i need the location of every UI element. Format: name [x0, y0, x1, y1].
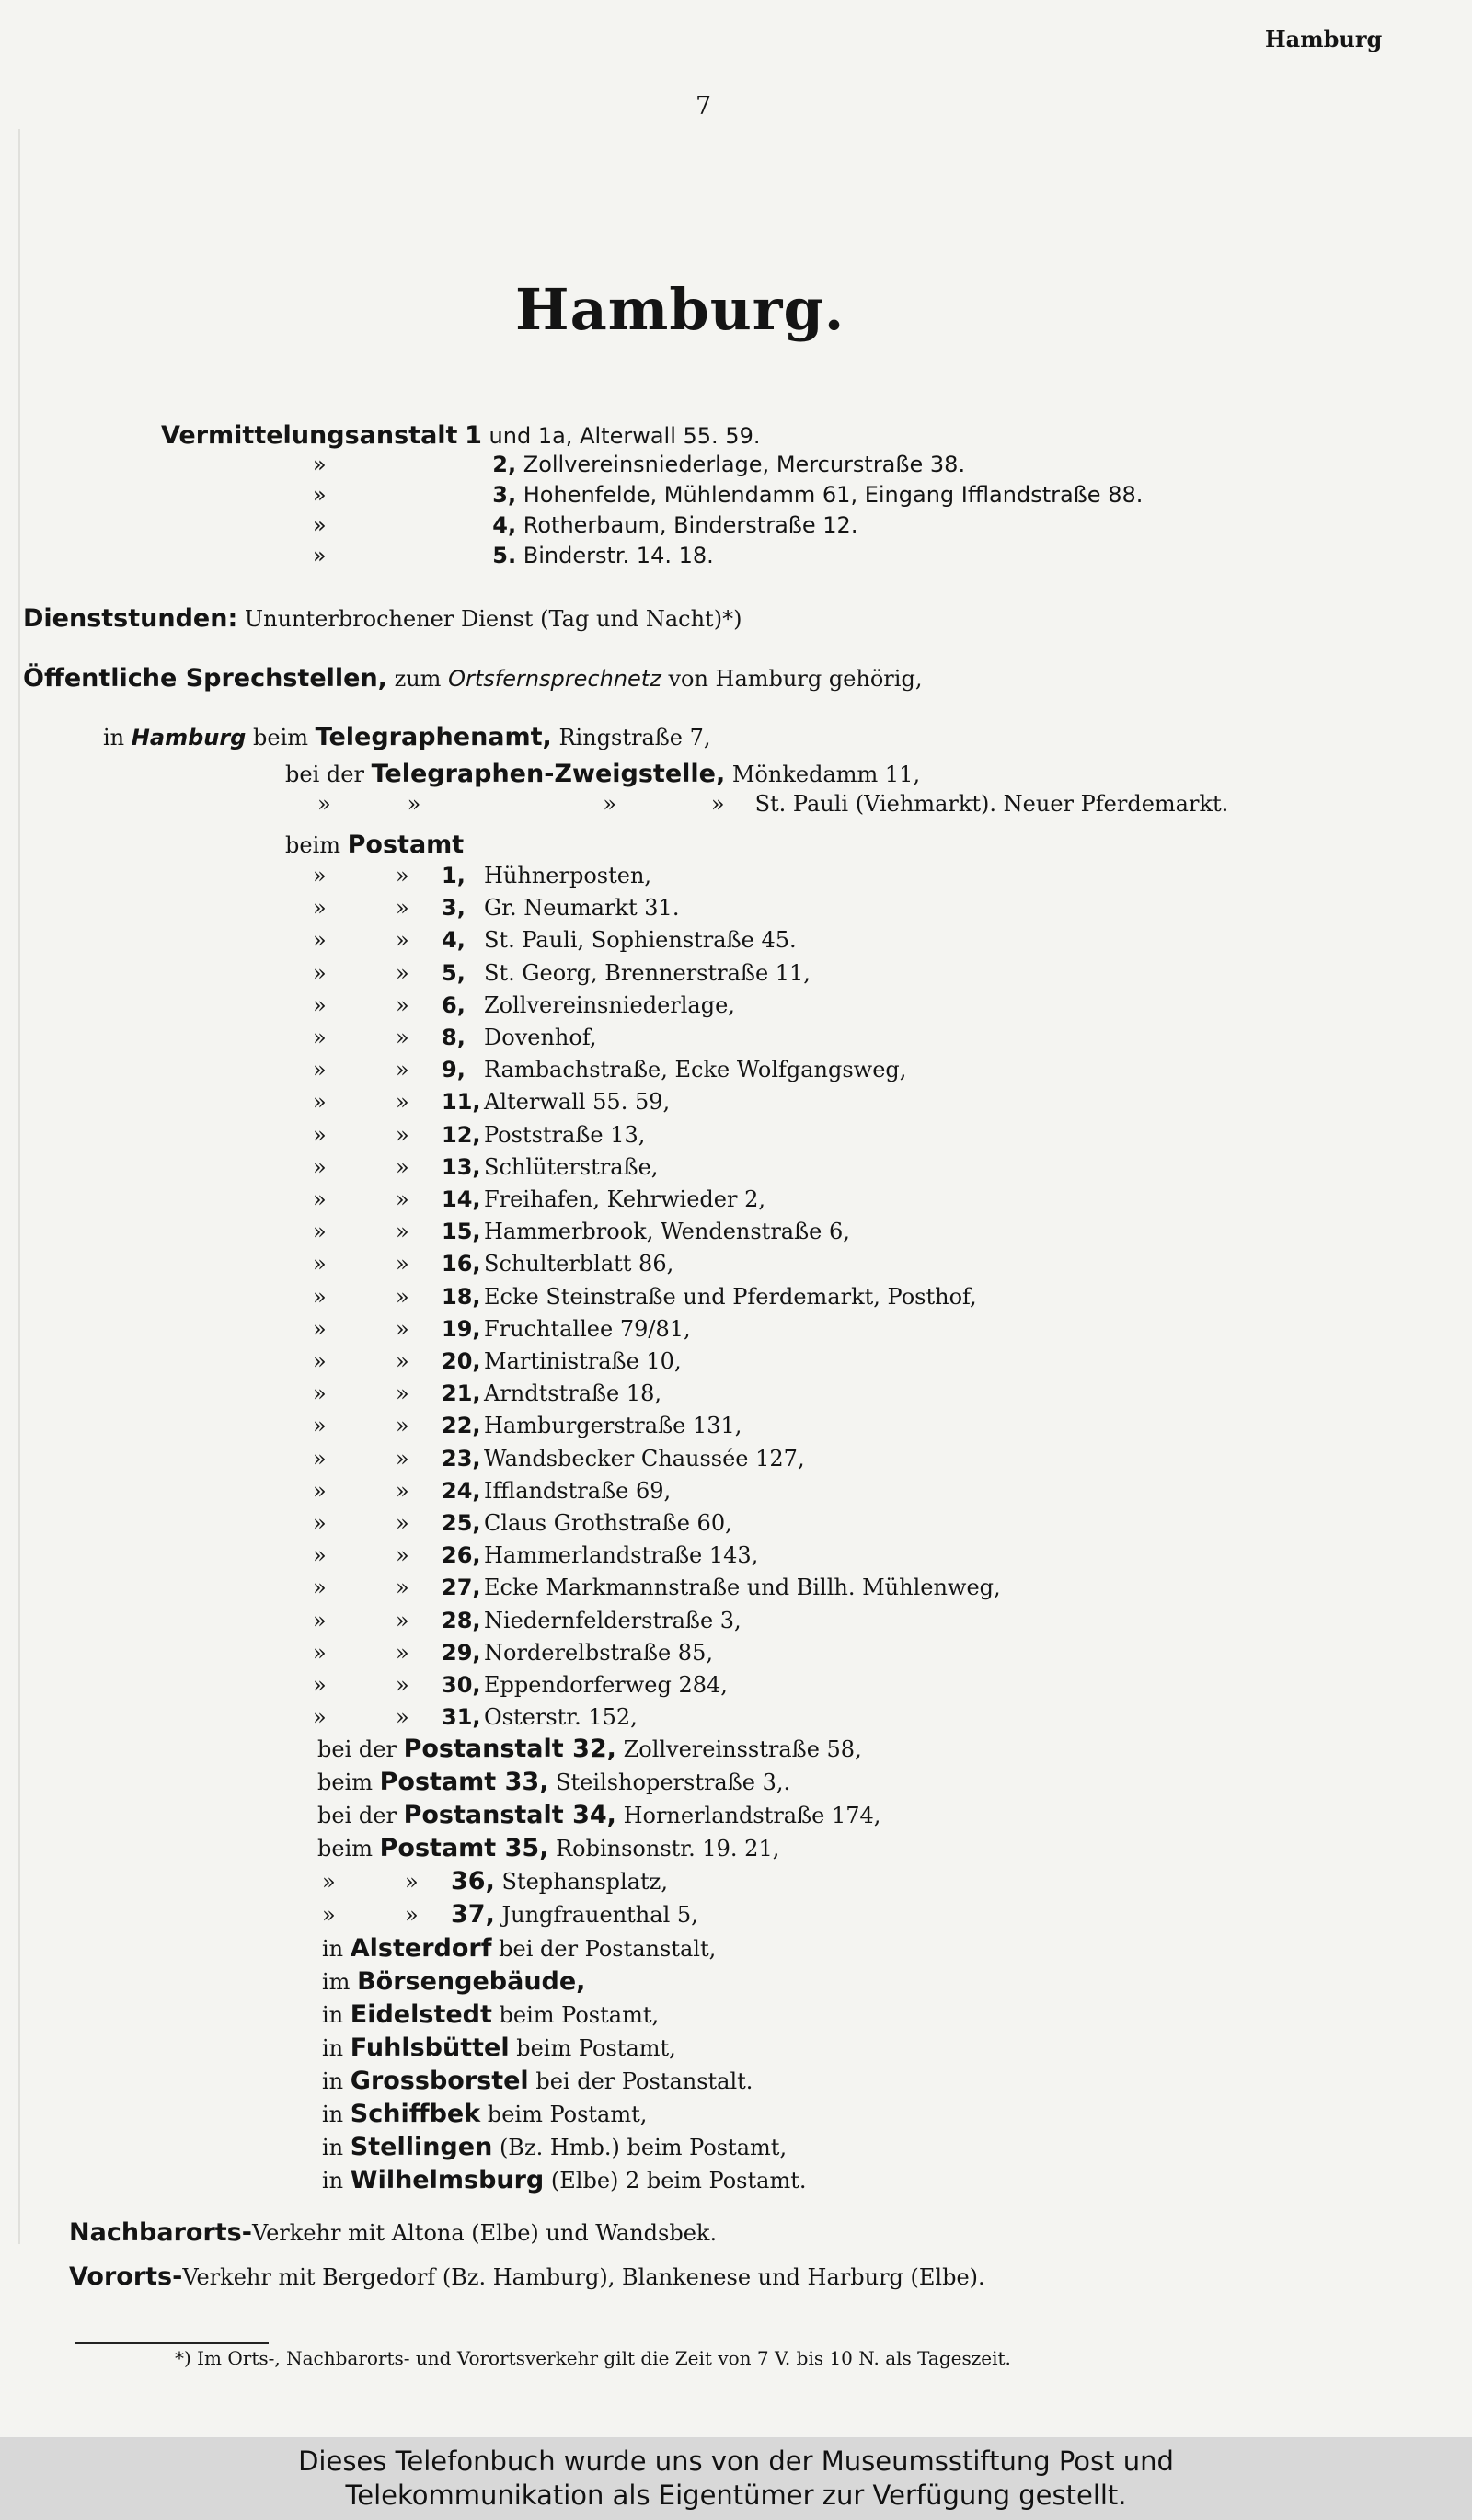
- dienststunden-line: [23, 604, 742, 633]
- postamt-address: Fruchtallee 79/81,: [484, 1315, 691, 1342]
- page-title: Hamburg.: [515, 276, 845, 343]
- postanstalt-row: [317, 1834, 779, 1862]
- sprechstellen-label: Öffentliche Sprechstellen,: [23, 664, 387, 693]
- ditto-mark: »: [313, 1121, 327, 1148]
- postamt-row: [313, 1186, 765, 1212]
- postamt-number: 23,: [442, 1445, 481, 1472]
- ditto-mark: »: [396, 1542, 409, 1569]
- ort-name: Stellingen: [350, 2133, 493, 2161]
- postanstalt-row: [322, 1867, 668, 1896]
- postamt-number: 29,: [442, 1639, 481, 1666]
- ditto-mark: »: [317, 791, 331, 817]
- ditto-mark: »: [396, 1251, 409, 1277]
- page-number: 7: [696, 92, 712, 120]
- prefix: in: [322, 2002, 344, 2028]
- postamt-number: 9,: [442, 1057, 466, 1083]
- ort-name: Schiffbek: [350, 2100, 481, 2128]
- ditto-mark: »: [313, 1445, 327, 1472]
- ditto-mark: »: [396, 1510, 409, 1536]
- postamt-address: Martinistraße 10,: [484, 1348, 682, 1374]
- ort-row: [322, 2033, 676, 2062]
- ditto-mark: »: [313, 1380, 327, 1407]
- postamt-address: Freihafen, Kehrwieder 2,: [484, 1186, 765, 1212]
- postamt-address: Ecke Steinstraße und Pferdemarkt, Posthof,: [484, 1283, 977, 1310]
- ort-name: Grossborstel: [350, 2067, 529, 2095]
- postamt-number: 21,: [442, 1380, 481, 1407]
- prefix: bei der: [317, 1736, 397, 1762]
- city: Hamburg: [131, 725, 247, 750]
- footnote-rule: [75, 2342, 269, 2344]
- ditto-mark: »: [313, 1153, 327, 1180]
- postamt-row: [313, 1089, 670, 1115]
- ort-text: (Bz. Hmb.) beim Postamt,: [499, 2135, 788, 2160]
- prefix: in: [322, 2135, 344, 2160]
- postamt-address: Claus Grothstraße 60,: [484, 1510, 732, 1536]
- ditto-mark: »: [396, 1186, 409, 1212]
- ditto-mark: »: [396, 1089, 409, 1116]
- postamt-address: Rambachstraße, Ecke Wolfgangsweg,: [484, 1057, 907, 1083]
- dienststunden-label: Dienststunden:: [23, 604, 238, 633]
- postanstalt-address: Zollvereinsstraße 58,: [623, 1736, 862, 1762]
- ditto-mark: »: [313, 863, 327, 888]
- postamt-number: 24,: [442, 1477, 481, 1504]
- ditto-mark: »: [313, 959, 327, 986]
- ditto-mark: »: [313, 1639, 327, 1666]
- ort-row: [322, 1967, 585, 1996]
- prefix: in: [322, 1936, 344, 1962]
- ditto-mark: »: [313, 1283, 327, 1310]
- postanstalt-address: Robinsonstr. 19. 21,: [556, 1836, 780, 1861]
- ditto-mark: »: [396, 1413, 409, 1439]
- postamt-row: [313, 1672, 728, 1698]
- postamt-row: [313, 1316, 691, 1342]
- ditto-mark: »: [313, 1089, 327, 1116]
- vermittelung-num: 1: [465, 421, 482, 450]
- postamt-number: 27,: [442, 1575, 481, 1601]
- postamt-row: [313, 1154, 658, 1180]
- postamt-number: 11,: [442, 1089, 481, 1116]
- ditto-mark: »: [313, 1575, 327, 1601]
- ditto-mark: »: [313, 991, 327, 1018]
- vermittelung-row: [313, 543, 714, 568]
- ditto-mark: »: [313, 1315, 327, 1342]
- ort-row: [322, 1934, 716, 1963]
- postanstalt-address: Hornerlandstraße 174,: [623, 1803, 881, 1828]
- postamt-row: [313, 1025, 596, 1050]
- banner-line-2: Telekommunikation als Eigentümer zur Verfügung gestellt.: [345, 2480, 1127, 2511]
- ort-text: bei der Postanstalt.: [535, 2068, 753, 2094]
- postamt-number: 12,: [442, 1121, 481, 1148]
- address: St. Pauli (Viehmarkt). Neuer Pferdemarkt.: [754, 791, 1229, 817]
- ort-text: bei der Postanstalt,: [499, 1936, 717, 1962]
- ditto-mark: »: [396, 1445, 409, 1472]
- postamt-number: 4,: [442, 927, 466, 954]
- telegraphenamt-label: Telegraphenamt,: [315, 723, 552, 751]
- ditto-mark: »: [313, 1025, 327, 1050]
- postanstalt-row: [322, 1900, 698, 1929]
- vermittelung-text: und 1a, Alterwall 55. 59.: [489, 423, 761, 449]
- postamt-row: [313, 1640, 713, 1666]
- prefix: in: [322, 2102, 344, 2127]
- ditto-mark: »: [396, 1477, 409, 1504]
- ort-name: Börsengebäude,: [357, 1967, 586, 1996]
- postamt-row: [313, 1575, 1001, 1600]
- prefix: bei der: [285, 762, 364, 787]
- postamt-address: Alterwall 55. 59,: [484, 1089, 671, 1116]
- prefix: beim: [285, 832, 340, 858]
- postamt-number: 1,: [442, 863, 466, 888]
- ditto-mark: »: [396, 991, 409, 1018]
- vororts-label: Vororts-: [69, 2262, 183, 2291]
- banner-line-1: Dieses Telefonbuch wurde uns von der Museumsstiftung Post und: [298, 2446, 1174, 2477]
- vermittelung-row: [313, 452, 965, 477]
- ditto-mark: »: [710, 791, 725, 817]
- dienststunden-text: Ununterbrochener Dienst (Tag und Nacht)*): [244, 606, 742, 632]
- ort-text: beim Postamt,: [487, 2102, 648, 2127]
- vermittelung-num: 5.: [492, 543, 517, 568]
- postamt-address: Niedernfelderstraße 3,: [484, 1607, 742, 1633]
- postamt-number: 3,: [442, 895, 466, 922]
- ditto-mark: »: [313, 1510, 327, 1536]
- ditto-mark: »: [396, 1704, 409, 1731]
- postamt-number: 8,: [442, 1025, 466, 1050]
- zweigstelle-line: [285, 760, 920, 788]
- nachbarorts-label: Nachbarorts-: [69, 2218, 252, 2247]
- postamt-row: [313, 1446, 805, 1472]
- postamt-row: [313, 1380, 661, 1406]
- ditto-mark: »: [313, 895, 327, 922]
- ditto-mark: »: [396, 1639, 409, 1666]
- postamt-address: Hamburgerstraße 131,: [484, 1413, 742, 1439]
- prefix: beim: [317, 1770, 373, 1795]
- ditto-mark: »: [313, 543, 327, 568]
- ditto-mark: »: [603, 791, 616, 817]
- postanstalt-row: [317, 1801, 880, 1829]
- postamt-address: Hammerlandstraße 143,: [484, 1542, 759, 1569]
- ditto-mark: »: [313, 1542, 327, 1569]
- ditto-mark: »: [396, 927, 409, 954]
- ort-text: beim Postamt,: [499, 2002, 660, 2028]
- ditto-mark: »: [313, 1251, 327, 1277]
- postamt-number: 18,: [442, 1283, 481, 1310]
- postanstalt-label: Postamt 33,: [379, 1768, 549, 1796]
- ditto-mark: »: [322, 1902, 336, 1928]
- postamt-address: Norderelbstraße 85,: [484, 1639, 713, 1666]
- postanstalt-row: [317, 1768, 790, 1796]
- ditto-mark: »: [313, 1704, 327, 1731]
- postamt-address: Wandsbecker Chaussée 127,: [484, 1445, 805, 1472]
- postamt-number: 19,: [442, 1315, 481, 1342]
- ditto-mark: »: [313, 1477, 327, 1504]
- postamt-address: St. Pauli, Sophienstraße 45.: [484, 927, 797, 954]
- prefix: beim: [317, 1836, 373, 1861]
- postamt-row: [313, 1284, 977, 1310]
- telegraphenamt-line: [103, 723, 711, 751]
- postamt-row: [313, 1057, 906, 1082]
- vororts-line: [69, 2262, 985, 2291]
- postamt-number: 30,: [442, 1672, 481, 1698]
- prefix: im: [322, 1969, 351, 1995]
- ort-row: [322, 2166, 806, 2194]
- prefix: in: [322, 2168, 344, 2194]
- ditto-mark: »: [407, 791, 421, 817]
- ditto-mark: »: [405, 1902, 419, 1928]
- postamt-row: [313, 1251, 673, 1277]
- ort-name: Alsterdorf: [350, 1934, 492, 1963]
- postamt-row: [313, 1704, 638, 1730]
- address: Mönkedamm 11,: [731, 762, 921, 787]
- ditto-mark: »: [396, 1380, 409, 1407]
- ditto-mark: »: [405, 1869, 419, 1895]
- postamt-row: [285, 830, 464, 859]
- prefix: in: [103, 725, 125, 750]
- vermittelung-text: Binderstr. 14. 18.: [523, 543, 714, 568]
- ditto-mark: »: [313, 1057, 327, 1083]
- ort-row: [322, 2067, 753, 2095]
- ditto-mark: »: [313, 512, 327, 538]
- ort-text: beim Postamt,: [516, 2035, 676, 2061]
- nachbarorts-text: Verkehr mit Altona (Elbe) und Wandsbek.: [251, 2220, 718, 2246]
- ditto-mark: »: [396, 1153, 409, 1180]
- running-head-city: Hamburg: [1265, 26, 1383, 52]
- postamt-row: [313, 1219, 850, 1244]
- postamt-row: [313, 863, 651, 888]
- postamt-number: 28,: [442, 1607, 481, 1633]
- postanstalt-address: Stephansplatz,: [501, 1869, 668, 1895]
- vermittelung-text: Rotherbaum, Binderstraße 12.: [523, 512, 858, 538]
- postamt-address: Schlüterstraße,: [484, 1153, 659, 1180]
- postamt-address: Hühnerposten,: [484, 863, 652, 888]
- postamt-number: 6,: [442, 991, 466, 1018]
- ditto-mark: »: [396, 1121, 409, 1148]
- sprechstellen-netz: Ortsfernsprechnetz: [448, 666, 661, 692]
- ditto-mark: »: [313, 1186, 327, 1212]
- postamt-row: [313, 992, 735, 1018]
- prefix: beim: [253, 725, 308, 750]
- ditto-mark: »: [396, 1057, 409, 1083]
- sprechstellen-line: [23, 664, 922, 693]
- ditto-mark: »: [313, 1413, 327, 1439]
- postamt-number: 5,: [442, 959, 466, 986]
- vermittelung-num: 2,: [492, 452, 517, 477]
- ort-row: [322, 2133, 787, 2161]
- ditto-mark: »: [313, 452, 327, 477]
- postamt-address: Zollvereinsniederlage,: [484, 991, 735, 1018]
- postamt-row: [313, 1122, 645, 1148]
- postanstalt-row: [317, 1735, 862, 1763]
- vermittelung-num: 4,: [492, 512, 517, 538]
- ort-name: Wilhelmsburg: [350, 2166, 545, 2194]
- postamt-address: Schulterblatt 86,: [484, 1251, 674, 1277]
- address: Ringstraße 7,: [558, 725, 711, 750]
- sprechstellen-text: zum: [394, 666, 442, 692]
- postamt-row: [313, 1510, 732, 1536]
- vermittelung-row: [313, 512, 857, 538]
- ort-name: Eidelstedt: [350, 2000, 492, 2029]
- ditto-mark: »: [313, 482, 327, 508]
- vermittelung-label: Vermittelungsanstalt: [161, 421, 458, 450]
- postamt-number: 22,: [442, 1413, 481, 1439]
- postamt-number: 16,: [442, 1251, 481, 1277]
- postamt-address: Ifflandstraße 69,: [484, 1477, 672, 1504]
- ditto-mark: »: [396, 895, 409, 922]
- ditto-mark: »: [313, 1672, 327, 1698]
- ort-row: [322, 2100, 647, 2128]
- postanstalt-label: 37,: [451, 1900, 495, 1929]
- ditto-mark: »: [396, 959, 409, 986]
- ditto-mark: »: [396, 863, 409, 888]
- ditto-mark: »: [313, 1348, 327, 1374]
- ditto-mark: »: [396, 1025, 409, 1050]
- postamt-row: [313, 1413, 742, 1438]
- ditto-mark: »: [396, 1283, 409, 1310]
- postamt-address: Osterstr. 152,: [484, 1704, 638, 1731]
- vermittelung-row: [161, 421, 760, 450]
- ditto-mark: »: [396, 1219, 409, 1245]
- ditto-mark: »: [396, 1607, 409, 1633]
- postamt-row: [313, 960, 811, 986]
- postamt-number: 31,: [442, 1704, 481, 1731]
- vermittelung-text: Hohenfelde, Mühlendamm 61, Eingang Ifflandstraße 88.: [523, 482, 1144, 508]
- postanstalt-address: Jungfrauenthal 5,: [501, 1902, 698, 1928]
- ort-row: [322, 2000, 659, 2029]
- vororts-text: Verkehr mit Bergedorf (Bz. Hamburg), Blankenese und Harburg (Elbe).: [182, 2264, 985, 2290]
- prefix: bei der: [317, 1803, 397, 1828]
- zweigstelle-line-2: [317, 791, 1228, 817]
- ditto-mark: »: [313, 1607, 327, 1633]
- postamt-address: Poststraße 13,: [484, 1121, 646, 1148]
- nachbarorts-line: [69, 2218, 717, 2247]
- ditto-mark: »: [396, 1575, 409, 1601]
- postanstalt-label: Postanstalt 34,: [403, 1801, 616, 1829]
- postamt-row: [313, 895, 679, 921]
- postamt-address: Gr. Neumarkt 31.: [484, 895, 680, 922]
- ditto-mark: »: [313, 1219, 327, 1245]
- postamt-number: 13,: [442, 1153, 481, 1180]
- vermittelung-text: Zollvereinsniederlage, Mercurstraße 38.: [523, 452, 966, 477]
- postamt-number: 20,: [442, 1348, 481, 1374]
- postamt-address: Arndtstraße 18,: [484, 1380, 662, 1407]
- postanstalt-address: Steilshoperstraße 3,.: [556, 1770, 791, 1795]
- prefix: in: [322, 2035, 344, 2061]
- postamt-address: St. Georg, Brennerstraße 11,: [484, 959, 811, 986]
- ort-name: Fuhlsbüttel: [350, 2033, 510, 2062]
- ort-text: (Elbe) 2 beim Postamt.: [550, 2168, 807, 2194]
- postamt-row: [313, 1348, 682, 1374]
- postamt-row: [313, 927, 797, 953]
- postamt-label: Postamt: [347, 830, 465, 859]
- postanstalt-label: 36,: [451, 1867, 495, 1896]
- sprechstellen-text: von Hamburg gehörig,: [668, 666, 923, 692]
- postamt-row: [313, 1608, 742, 1633]
- vermittelung-row: [313, 482, 1143, 508]
- postanstalt-label: Postamt 35,: [379, 1834, 549, 1862]
- vermittelung-num: 3,: [492, 482, 517, 508]
- prefix: in: [322, 2068, 344, 2094]
- postamt-row: [313, 1478, 671, 1504]
- ditto-mark: »: [313, 927, 327, 954]
- postamt-address: Eppendorferweg 284,: [484, 1672, 728, 1698]
- ditto-mark: »: [396, 1348, 409, 1374]
- postamt-number: 14,: [442, 1186, 481, 1212]
- ditto-mark: »: [396, 1672, 409, 1698]
- postamt-address: Dovenhof,: [484, 1025, 597, 1050]
- postanstalt-label: Postanstalt 32,: [403, 1735, 616, 1763]
- postamt-number: 15,: [442, 1219, 481, 1245]
- postamt-number: 25,: [442, 1510, 481, 1536]
- footnote: *) Im Orts-, Nachbarorts- und Vorortsverkehr gilt die Zeit von 7 V. bis 10 N. als Tageszeit.: [175, 2347, 1011, 2369]
- postamt-row: [313, 1542, 758, 1568]
- ditto-mark: »: [322, 1869, 336, 1895]
- postamt-number: 26,: [442, 1542, 481, 1569]
- postamt-address: Hammerbrook, Wendenstraße 6,: [484, 1219, 850, 1245]
- postamt-address: Ecke Markmannstraße und Billh. Mühlenweg,: [484, 1575, 1001, 1601]
- ditto-mark: »: [396, 1315, 409, 1342]
- zweigstelle-label: Telegraphen-Zweigstelle,: [371, 760, 726, 788]
- copyright-banner: [0, 2437, 1472, 2520]
